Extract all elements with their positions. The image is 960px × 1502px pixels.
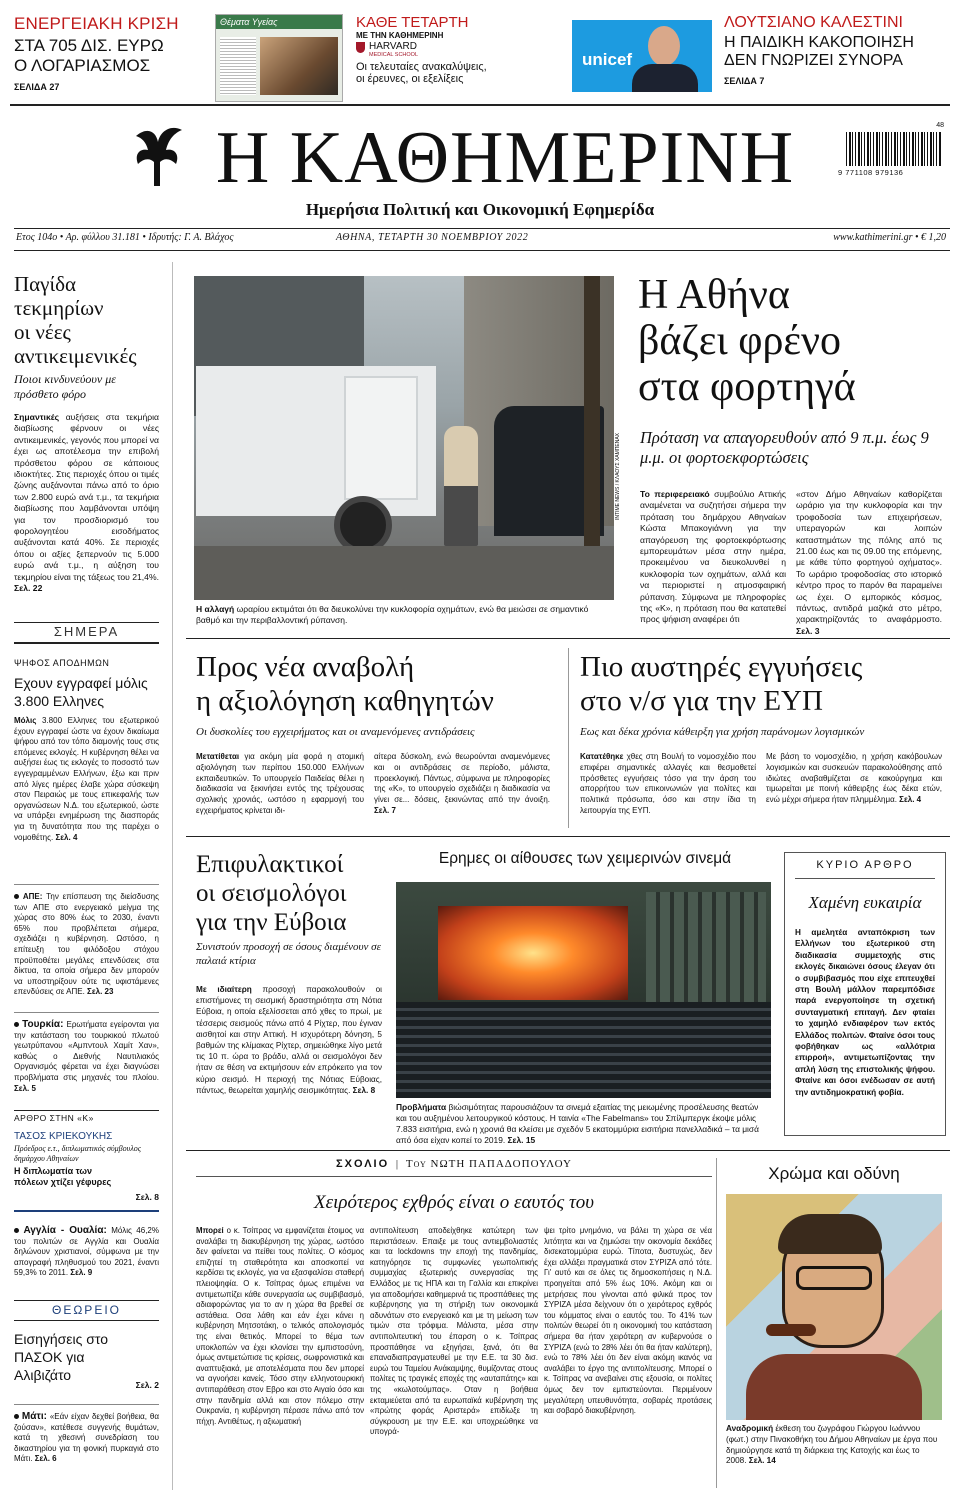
art-painting[interactable]	[726, 1194, 942, 1420]
painting-shirt	[746, 1354, 922, 1420]
teaser-line: οι έρευνες, οι εξελίξεις	[356, 73, 464, 85]
teachers-col1: Μετατίθεται για ακόμη μία φορά η ατομική αξιολόγηση των περίπου 150.000 Ελλήνων εκπαιδευτικών. Το υπουργείο Παιδείας θέλει η διαδικασία να ξεκινήσει εντός της τρέχουσας σχολικής χρονιάς, ωστόσο η εφαρμογή του εγχειρήματος κρίνεται ιδι-	[196, 752, 364, 815]
left-lead-story[interactable]	[14, 272, 159, 595]
eyp-col1: Κατατέθηκε χθες στη Βουλή το νομοσχέδιο που επιφέρει σημαντικές αλλαγές και θεσμοθετεί πρόσθετες εγγυήσεις τόσο για την άρση του απορρήτου των επικοινωνιών για πολίτες και πολιτικά πρόσωπα, όσο και στην ίδια τη λειτουργία της ΕΥΠ.	[580, 752, 756, 815]
teaser-unicef-photo[interactable]	[572, 20, 712, 92]
brand-sub: MEDICAL SCHOOL	[369, 52, 419, 58]
title: Η διπλωματία των πόλεων χτίζει γέφυρες	[14, 1166, 112, 1187]
bullet-icon	[14, 1228, 19, 1233]
cinema-screen	[438, 906, 628, 1000]
harvard-logo	[356, 42, 556, 58]
cinema-caption: Προβλήματα βιώσιμότητας παρουσιάζουν τα σινεμά εξαιτίας της μειωμένης προσέλευσης θεατών και του αυξημένου λειτουργικού κόστους. Η ταινία «The Fabelmans» του Σπίλμπεργκ έκοψε μόλις 7.833 εισιτήρια, ενώ η χρονιά θα κλείσει με σχεδόν 5 εκατομμύρια εισιτήρια πανελλαδικά – τα μισά από όσα είχαν κοπεί το 2019. Σελ. 15	[396, 1102, 759, 1145]
teaser-calestini[interactable]	[724, 14, 949, 100]
comment-title[interactable]: Χειρότερος εχθρός είναι ο εαυτός του	[313, 1192, 595, 1213]
insert-photo	[260, 37, 338, 95]
teaser-line: ΔΕΝ ΓΝΩΡΙΖΕΙ ΣΥΝΟΡΑ	[724, 52, 903, 69]
phoenix-icon	[130, 124, 188, 190]
masthead-subtitle: Ημερήσια Πολιτική και Οικονομική Εφημερίδα	[305, 200, 655, 219]
main-photo-trucks[interactable]	[194, 276, 614, 600]
insert-title: Θέματα Υγείας	[216, 15, 342, 29]
bullet-icon	[14, 1022, 19, 1027]
pedestrian	[444, 426, 478, 546]
painting-pipe	[766, 1324, 816, 1336]
quake-body: Με ιδιαίτερη προσοχή παρακολουθούν οι επιστήμονες τη σεισμική δραστηριότητα στη Νότια Εύβοια, η οποία εξελίσσεται από χθες το πρωί, με τέσσερις σεισμούς πάνω από 4 Ρίχτερ, που έγιναν αισθητοί και στην Αττική. Η ισχυρότερη δόνηση, 5 βαθμών της κλίμακας Ρίχτερ, σημειώθηκε λίγο μετά τις 10 π. ώρα το βράδυ, αλλά οι σεισμολόγοι δεν ήταν σε θέση να εκτιμήσουν εάν επρόκειτο για τον κύριο σεισμό. Η περιοχή της Νότιας Εύβοιας, πάντως, θεωρείται χαμηλής σεισμικότητας. Σελ. 8	[196, 985, 382, 1095]
label: ΑΡΘΡΟ ΣΤΗΝ «Κ»	[14, 1113, 94, 1123]
bullet-icon	[14, 894, 19, 899]
body: Μόλις 3.800 Ελληνες του εξωτερικού έχουν εγγραφεί ώστε να έχουν δικαίωμα ψήφου από τον τόπο διαμονής τους στις επόμενες εκλογές. Η κυβέρνηση θέλει να αυξήσει έως τις εκλογές το ποσοστό των εγγεγραμμένων Ελλήνων, έξω και πριν από λίγες ημέρες έλαβε χώρα σύσκεψη στον Πειραιώς με τους επικεφαλής των οργανώσεων Ν.Δ. του εξωτερικού, ώστε να υπάρξει ενημέρωση της διασποράς για τη δυνατότητα που της παρέχει ο νομοθέτης. Σελ. 4	[14, 716, 159, 842]
shield-icon	[356, 42, 365, 53]
teaser-title: ΚΑΘΕ ΤΕΤΑΡΤΗ	[356, 14, 469, 31]
insert-text-block	[220, 37, 256, 95]
sidewalk	[194, 546, 614, 600]
theory-story[interactable]	[14, 1330, 159, 1390]
brief-uk[interactable]: Αγγλία - Ουαλία: Μόλις 46,2% του πολιτών σε Αγγλία και Ουαλία δηλώνουν χριστιανοί, σύμφωνα με την απογραφή πληθυσμού του 2021, έναντι 59,3% το 2011. Σελ. 9	[14, 1225, 159, 1278]
masthead-logo-bird	[130, 124, 188, 190]
teaser-page: ΣΕΛΙΔΑ 7	[724, 76, 765, 86]
person-head	[648, 26, 680, 66]
brand-name: HARVARD	[369, 41, 417, 52]
teaser-energy[interactable]	[14, 14, 204, 100]
eyp-col2: Με βάση το νομοσχέδιο, η χρήση κακόβουλων λογισμικών και συσκευών παρακολούθησης από ιδιώτες αναβαθμίζεται σε κακούργημα και τιμωρείται με ποινή κάθειρξης έως δέκα ετών, ενώ μέχρι σήμερα ήταν πλημμέλημα. Σελ. 4	[766, 752, 942, 805]
barcode	[838, 122, 944, 180]
headline: Παγίδα τεκμηρίων οι νέες αντικειμενικές	[14, 272, 137, 368]
ref: Σελ. 2	[135, 1380, 159, 1390]
eyp-headline[interactable]: Πιο αυστηρές εγγυήσεις στο ν/σ για την ΕΥΠ	[580, 651, 863, 717]
teaser-subtitle: ΜΕ ΤΗΝ ΚΑΘΗΜΕΡΙΝΗ	[356, 31, 444, 40]
painting-glasses	[796, 1266, 872, 1290]
main-deck: Πρόταση να απαγορευθούν από 9 π.μ. έως 9 μ.μ. οι φορτοεκφορτώσεις	[640, 428, 929, 467]
dateline-right: www.kathimerini.gr • € 1,20	[833, 232, 946, 243]
editorial-box[interactable]	[784, 852, 946, 1136]
editorial-body: Η αμελητέα ανταπόκριση των Ελλήνων του εξωτερικού στη διαδικασία συμμετοχής στις εκλογές δικαιώνει όσους έλεγαν ότι ο συμβιβασμός που είχε επιτευχθεί στη Βουλή μάλλον παρεμπόδισε παρά ενεργοποίησε τη σχετική συνταγματική επιταγή. Δεν φταίει το χαμηλό ενδιαφέρον των εκτός Ελλάδος πολιτών. Φταίνε όσοι τους φοβήθηκαν ως «αλλότρια επιρροή», αντιμετωπίζοντας την απλή λύση της επιστολικής ψήφου. Φταίνε και όσοι ενέδωσαν σε αυτή την αντιδημοκρατική φοβία.	[795, 928, 935, 1097]
cinema-headline[interactable]: Ερημες οι αίθουσες των χειμερινών σινεμά	[438, 850, 732, 867]
main-photo-caption: Η αλλαγή ωραρίου εκτιμάται ότι θα διευκολύνει την κυκλοφορία οχημάτων, ενώ θα μειώσει σε σημαντικό βαθμό και την περιβαλλοντική ρύπανση.	[196, 604, 589, 625]
teaser-line: Οι τελευταίες ανακαλύψεις,	[356, 61, 487, 73]
brief-mati[interactable]: Μάτι: «Εάν είχαν δεχθεί βοήθεια, θα ζούσαν», κατέθεσε συγγενής θυμάτων, κατά τη χθεσινή συνεδρίαση του δικαστηρίου για τη φονική πυρκαγιά στο Μάτι. Σελ. 6	[14, 1411, 159, 1464]
comment-col3: ψει τρίτο μνημόνιο, να βάλει τη χώρα σε νέα λιτότητα και να ζημιώσει την οικονομία δεκάδες δισεκατομμύρια ευρώ. Τίποτα, δυστυχώς, δεν έχει αλλάξει πραγματικά στον ΣΥΡΙΖΑ από τότε. Γι' αυτό και σε όλες τις δημοσκοπήσεις η Ν.Δ. προηγείται από 5% έως 10%. Ακόμη και οι μετρήσεις που γίνονται από φιλικά προς τον ΣΥΡΙΖΑ μέσα δείχνουν ότι ο χειρότερος εχθρός του κόμματος είναι ο εαυτός του. Το 41% των πολιτών θεωρεί ότι η οικονομική του κατάσταση σήμερα θα ήταν χειρότερη αν κυβερνούσε ο ΣΥΡΙΖΑ (ενώ το 28% λέει ότι θα ήταν καλύτερη), ενώ το 78% λέει ότι δεν είναι ακόμη ικανός να αναλάβει το έργο της αντιπολίτευσης. Μπορεί ο κ. Τσίπρας να ανεβαίνει στις εξουσία, οι πολίτες όμως δεν τον εμπιστεύονται. Περιμένουν μεγαλύτερη υπευθυνότητα, σοβαρές προτάσεις και σοβαρό διακυβέρνηση.	[544, 1226, 712, 1416]
bullet-icon	[14, 1414, 19, 1419]
teaser-line: Η ΠΑΙΔΙΚΗ ΚΑΚΟΠΟΙΗΣΗ	[724, 34, 914, 51]
brief-ape[interactable]: ΑΠΕ: Την επίσπευση της διείσδυσης των ΑΠΕ στο ενεργειακό μείγμα της χώρας στο 80% έως το 2030, έναντι 65% που προβλέπεται σήμερα, σχεδιάζει η κυβέρνηση. Ωστόσο, η επίτευξη του φιλόδοξου στόχου προϋποθέτει μεγάλες επενδύσεις στα δίκτυα, τα οποία σήμερα δεν μπορούν να υποστηρίξουν ούτε τις υφιστάμενες επενδύσεις σε ΑΠΕ. Σελ. 23	[14, 892, 159, 997]
section-theory: ΘΕΩΡΕΙΟ	[52, 1303, 121, 1317]
masthead-title[interactable]: Η ΚΑΘΗΜΕΡΙΝΗ	[215, 117, 795, 199]
teaser-title: ΕΝΕΡΓΕΙΑΚΗ ΚΡΙΣΗ	[14, 14, 179, 33]
editorial-label: ΚΥΡΙΟ ΑΡΘΡΟ	[816, 859, 914, 871]
teaser-title: ΛΟΥΤΣΙΑΝΟ ΚΑΛΕΣΤΙΝΙ	[724, 14, 903, 31]
teachers-deck: Οι δυσκολίες του εγχειρήματος και οι αναμενόμενες αντιδράσεις	[196, 726, 475, 738]
comment-label: ΣΧΟΛΙΟ	[336, 1158, 390, 1170]
teaser-harvard[interactable]	[356, 14, 556, 100]
photo-credit: INTIME NEWS / ΚΛΑΟΥΣ ΧΑΜΠΕΝΑΧ	[615, 432, 621, 520]
quake-deck: Συνιστούν προσοχή σε όσους διαμένουν σε παλαιά κτίρια	[196, 941, 381, 967]
teaser-health-insert[interactable]	[215, 14, 343, 102]
dateline-left: Ετος 104ο • Αρ. φύλλου 31.181 • Ιδρυτής: Γ. Α. Βλάχος	[16, 232, 234, 243]
teachers-headline[interactable]: Προς νέα αναβολή η αξιολόγηση καθηγητών	[196, 651, 494, 717]
headline: Εισηγήσεις στο ΠΑΣΟΚ για Αλιβιζάτο	[14, 1331, 109, 1383]
barcode-issue: 48	[936, 122, 944, 129]
editorial-title: Χαμένη ευκαιρία	[808, 893, 922, 912]
art-caption: Αναδρομική έκθεση του ζωγράφου Γιώργου Ιωάννου (φωτ.) στην Πινακοθήκη του Δήμου Αθηναίων με έργα που δημιούργησε κατά τη διάρκεια της Κατοχής και έως το 2008. Σελ. 14	[726, 1424, 938, 1466]
main-col2: «στον Δήμο Αθηναίων καθορίζεται ωράριο για την κυκλοφορία και την τροφοδοσία των επιχειρήσεων, υπεραγορών και λοιπών καταστημάτων της πόλης από τις 21.00 έως και τις 09.00 της επόμενης, με κάθε τύπο φορτηγού οχήματος». Το ωράριο τροφοδοσίας στο ιστορικό κέντρο προς το παρόν θα παραμείνει ως έχει. Ο εμπορικός κόσμος, πάντως, αντιδρά μαζικά στο μέτρο, χαρακτηρίζοντάς το αναφάρμοστο. Σελ. 3	[796, 489, 942, 636]
eyp-deck: Εως και δέκα χρόνια κάθειρξη για χρήση παράνομων λογισμικών	[580, 726, 865, 738]
teachers-col2: αίτερα δύσκολη, ενώ θεωρούνται αναμενόμενες και οι αντιδράσεις σε περίοδο, μάλιστα, προεκλογική. Πάντως, σύμφωνα με πληροφορίες της «Κ», το υπουργείο σχεδιάζει η διαδικασία να γίνει σε... δόσεις, ξεκινώντας από την άνοιξη. Σελ. 7	[374, 752, 550, 815]
main-headline[interactable]: Η Αθήνα βάζει φρένο στα φορτηγά	[638, 272, 856, 410]
guest-article[interactable]	[14, 1113, 159, 1202]
body: Σημαντικές αυξήσεις στα τεκμήρια διαβίωσης φέρνουν οι νέες αντικειμενικές, γεγονός που μπορεί να έχει ως αποτέλεσμα την επιβολή πρόσθετου φόρου σε κάποιους ιδιοκτήτες. Στις περιοχές όπου οι τιμές ζώνης αυξάνονται πάνω από το όριο των 2.800 ευρώ ανά τ.μ., τα τεκμήρια διαβίωσης που λαμβάνονται υπόψη για τον προσδιορισμό του φορολογητέου εισοδήματος αυξάνονται κατά 40%. Σε περιοχές όπου οι αξίες ξεπερνούν τις 5.000 ευρώ ανά τ.μ., η αύξηση του τεκμηρίου είναι της τάξεως του 21,4%. Σελ. 22	[14, 412, 159, 594]
painting-hair	[778, 1214, 882, 1254]
teaser-line: ΣΤΑ 705 ΔΙΣ. ΕΥΡΩ	[14, 36, 164, 55]
comment-header: ΣΧΟΛΙΟ | Του ΝΩΤΗ ΠΑΠΑΔΟΠΟΥΛΟΥ	[336, 1158, 572, 1170]
deck: Ποιοι κινδυνεύουν με πρόσθετο φόρο	[14, 372, 116, 401]
cinema-photo[interactable]	[396, 882, 771, 1098]
kicker: ΨΗΦΟΣ ΑΠΟΔΗΜΩΝ	[14, 658, 110, 668]
quake-headline[interactable]: Επιφυλακτικοί οι σεισμολόγοι για την Εύβοια	[196, 851, 347, 936]
ref: Σελ. 8	[135, 1192, 159, 1202]
main-col1: Το περιφερειακό συμβούλιο Αττικής αναμένεται να συζητήσει σήμερα την πρόταση του δημάρχου Αθηναίων Κώστα Μπακογιάννη για την απαγόρευση της φορτοεκφόρτωσης εμπορευμάτων μέσα στην ημέρα, προκειμένου να διευκολυνθεί η κυκλοφορία των οχημάτων, αλλά και να περιοριστεί η ατμοσφαιρική ρύπανση. Σύμφωνα με πληροφορίες της «Κ», η πρόταση που θα κατατεθεί προς ψήφιση αναφέρει ότι	[640, 489, 786, 625]
dateline-center: ΑΘΗΝΑ, ΤΕΤΑΡΤΗ 30 ΝΟΕΜΒΡΙΟΥ 2022	[336, 232, 529, 243]
unicef-logo-text: unicef	[582, 50, 633, 69]
section-today: ΣΗΜΕΡΑ	[53, 624, 120, 639]
art-headline[interactable]: Χρώμα και οδύνη	[768, 1164, 900, 1183]
teaser-page: ΣΕΛΙΔΑ 27	[14, 82, 60, 92]
comment-col1: Μπορεί ο κ. Τσίπρας να εμφανίζεται έτοιμος να αναλάβει τη διακυβέρνηση της χώρας, ωστόσο δεν φαίνεται να πείθει τους πολίτες. Ο κόσμος επιζητεί τη σταθερότητα και αποσκοπεί να κερδίσει τις εκλογές, για να εξασφαλίσει σταθερή πλειοψηφία. Ο κ. Τσίπρας όμως επιμένει να αντιμετωπίζει κάθε συνεργασία ως συμβιβασμό, αδιαφορώντας για το αν η χώρα θα βρεθεί σε αστάθεια. Οσα λάθη και εάν έχει κάνει η κυβέρνηση Μητσοτάκη, ο τελικός απολογισμός της είναι θετικός. Μπορεί το θέμα των υποκλοπών να έχει κλονίσει την εμπιστοσύνη, όμως αντιμετώπισε τις κρίσεις, σωφρονιστικά και αναπτυξιακά, με αποτελέσματα που δεν μπορεί να αγνοήσει κανείς. Τόσο στην ελληνοτουρκική αντιπαράθεση στον Εβρο και στο Αιγαίο όσο και στην πανδημία αλλά και στον πόλεμο στην Ουκρανία, η κυβέρνηση πέρασε πάνω από τον πήχη. Αντιθέτως, η αξιωματική	[196, 1226, 364, 1426]
barcode-digits: 9 771108 979136	[838, 168, 904, 177]
brief-turkey[interactable]: Τουρκία: Ερωτήματα εγείρονται για την κατάσταση του τουρκικού πλωτού γεωτρύπανου «Αμπντουλ Χαμίτ Χαν», καθώς ο Διεθνής Ναυτιλιακός Οργανισμός φέρεται να έχει διαγνώσει προβλήματα στις μηχανές του πλοίου. Σελ. 5	[14, 1019, 159, 1093]
comment-author: Του ΝΩΤΗ ΠΑΠΑΔΟΠΟΥΛΟΥ	[405, 1158, 572, 1170]
teaser-line: Ο ΛΟΓΑΡΙΑΣΜΟΣ	[14, 56, 151, 75]
truck-cab	[344, 376, 418, 500]
barcode-bars	[846, 132, 942, 166]
vote-story[interactable]	[14, 658, 159, 843]
comment-col2: αντιπολίτευση αποδείχθηκε κατώτερη των περιστάσεων. Επαιξε με τους αντιεμβολιαστές και τα lockdowns την εποχή της πανδημίας, κατηγόρησε τις συμφωνίες γεωπολιτικής συμμαχίας εξωτερικής συνεργασίας της Ελλάδος με τις ΗΠΑ και τη Γαλλία και επικρίνει για αποδομήσει καθημερινά τις προσπάθειες της κυβέρνησης για τη στήριξη των οικονομικά αδυνάτων στο ενεργειακό και με τη μείωση των τιμών στα τρόφιμα. Μάλιστα, μέσα στην αντιπολιτευτική του έπαρση ο κ. Τσίπρας προσπάθησε να εξηγήσει, ξανά, ότι θα επαναδιαπραγματευθεί με την Ε.Ε. τα 30 δισ. ευρώ του Ταμείου Ανάκαμψης, θυμίζοντας στους πολίτες τις τραγικές εποχές της «αυταπάτης» και της «κωλοτούμπας». Οταν η βοήθεια εκταμιεύεται από τα ευρωπαϊκά κυβέρνηση της «πρώτης φοράς Αριστερά» επιδίωξε τη σύγκρουση με την Ε.Ε. και υποχρεώθηκε να υπογρά-	[370, 1226, 538, 1437]
author: ΤΑΣΟΣ ΚΡΙΕΚΟΥΚΗΣ	[14, 1131, 113, 1142]
headline: Εχουν εγγραφεί μόλις 3.800 Ελληνες	[14, 675, 148, 709]
person-suit	[632, 64, 698, 92]
cinema-seats	[396, 1002, 771, 1098]
role: Πρόεδρος ε.τ., διπλωματικός σύμβουλος δημάρχου Αθηναίων	[14, 1144, 142, 1163]
